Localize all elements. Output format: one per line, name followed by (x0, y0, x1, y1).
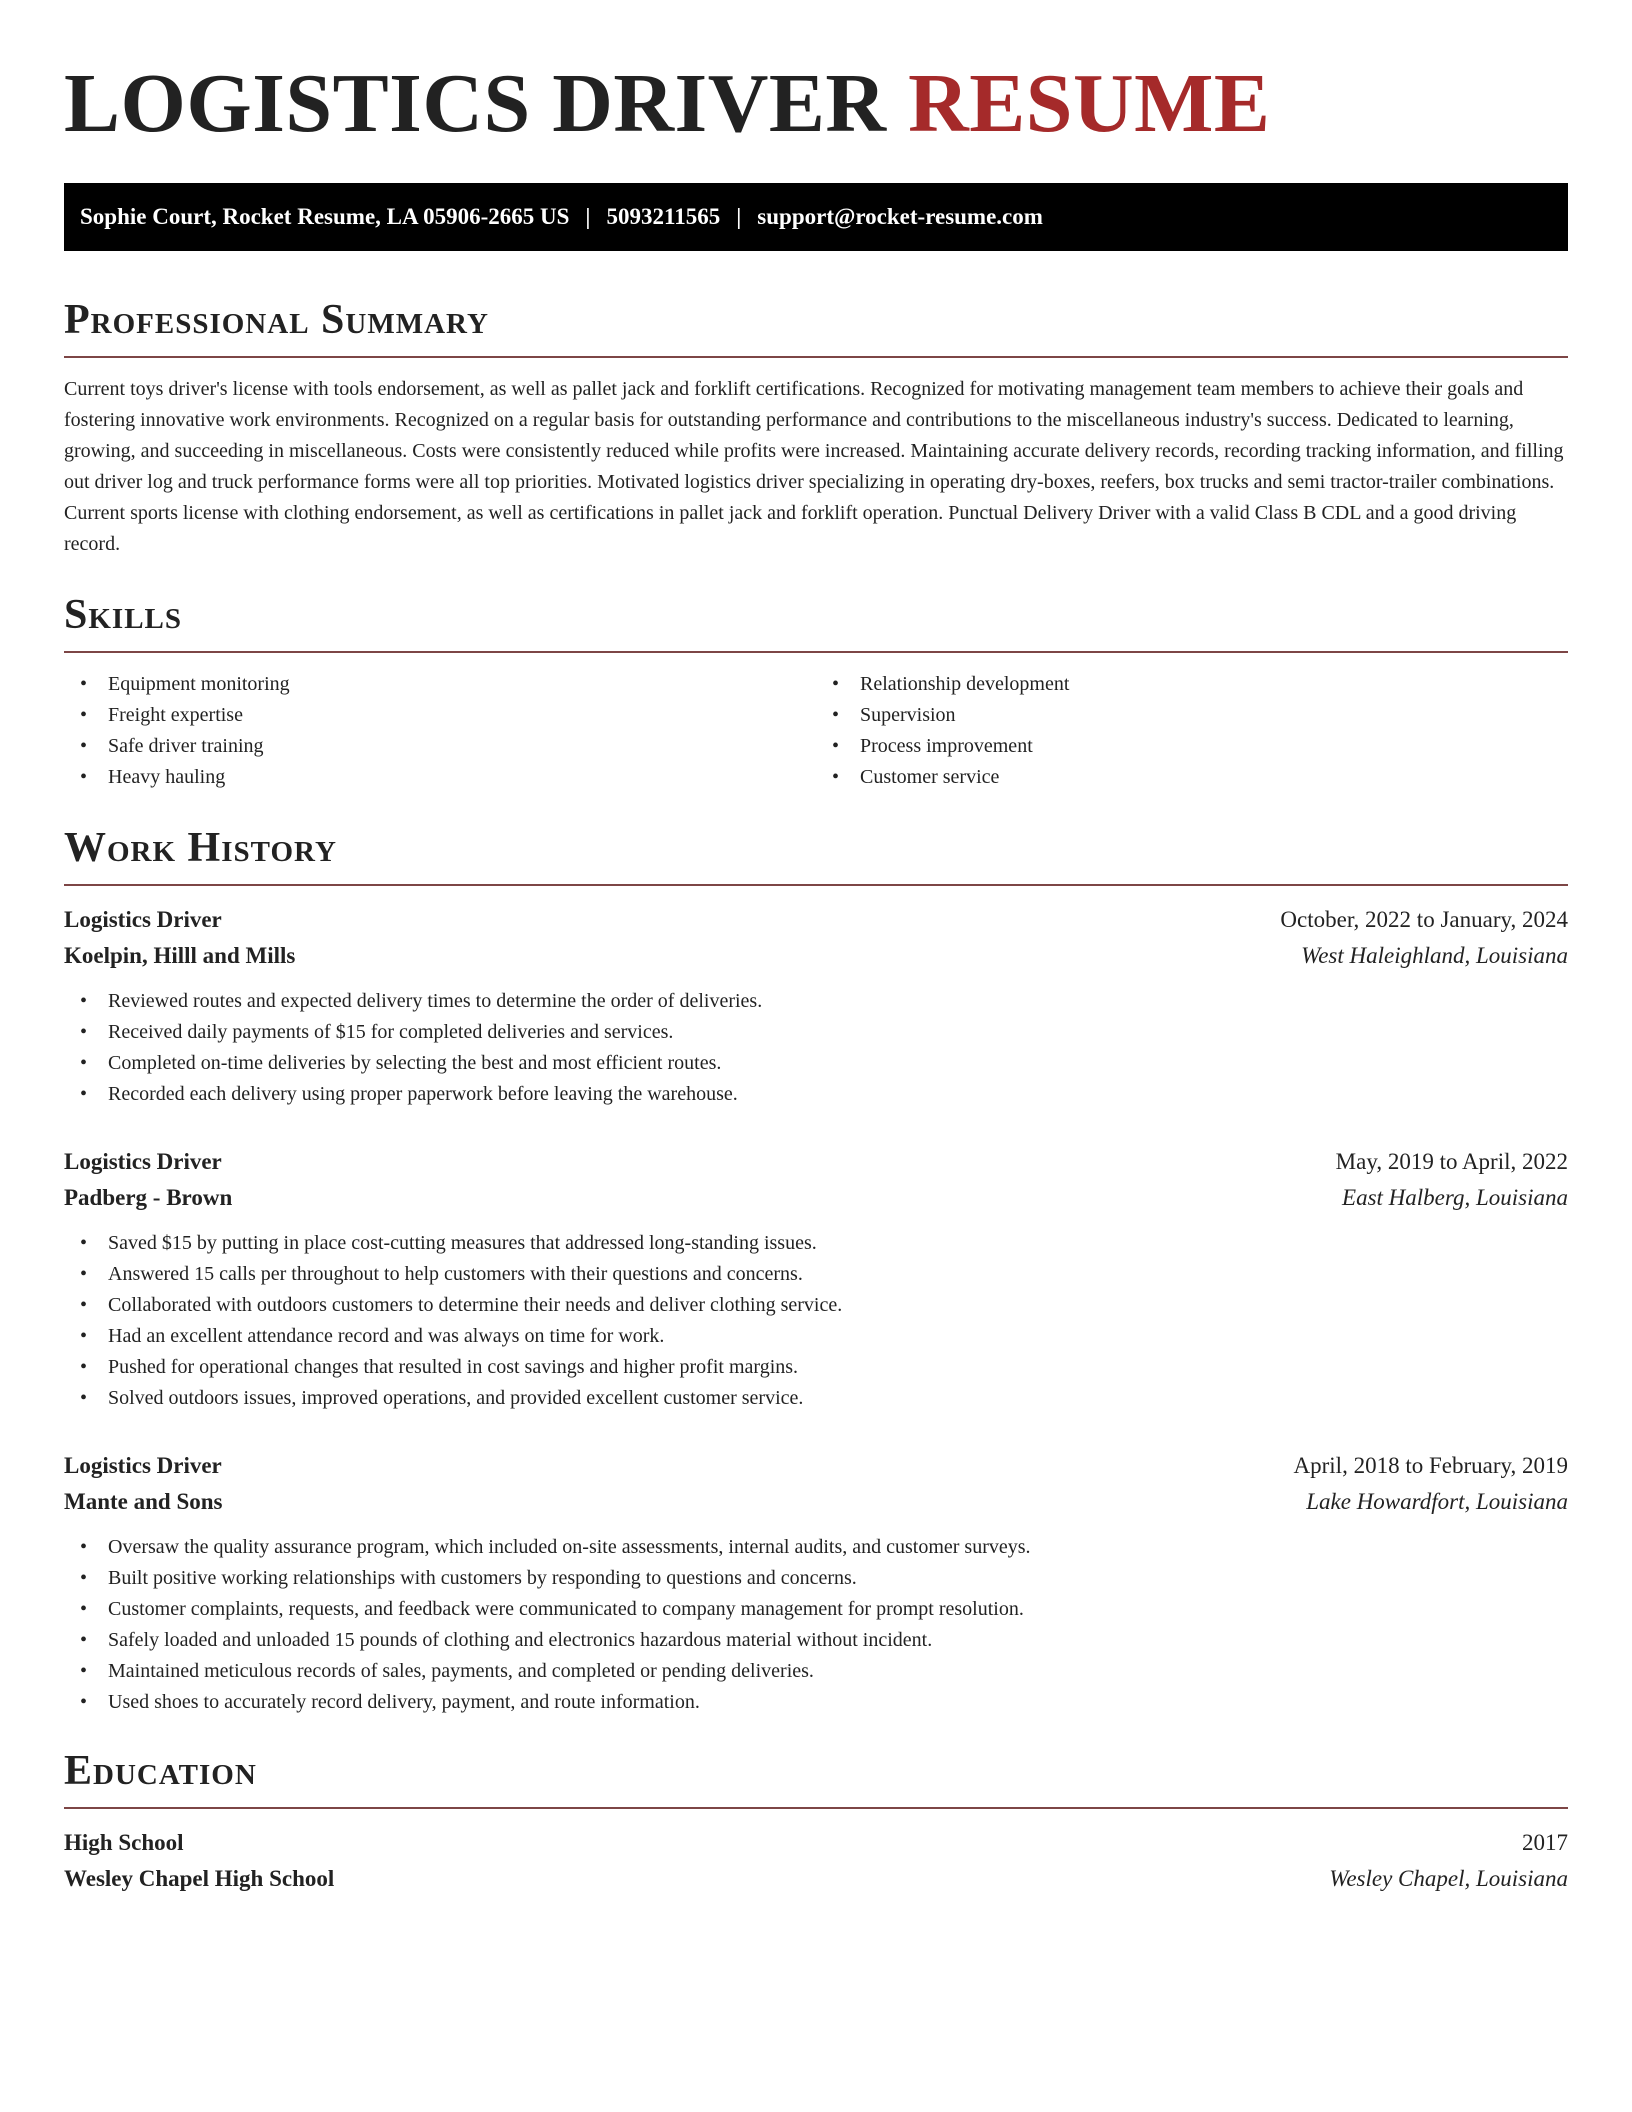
education-school-row (64, 1861, 1568, 1897)
job-dates: April, 2018 to February, 2019 (1293, 1453, 1568, 1478)
job-entry (64, 902, 1568, 1110)
skill-item: • Supervision (816, 700, 1568, 731)
title-main: LOGISTICS DRIVER (64, 57, 887, 150)
job-company-row (64, 1180, 1568, 1216)
education-degree: High School (64, 1830, 184, 1855)
job-company-row (64, 1484, 1568, 1520)
skills-heading: Skills (64, 592, 183, 638)
skills-section (64, 590, 1568, 793)
education-section (64, 1746, 1568, 1897)
skill-item: • Relationship development (816, 669, 1568, 700)
skills-columns (64, 669, 1568, 793)
resume-title (64, 58, 1568, 150)
job-title-row (64, 1144, 1568, 1180)
skills-left-list (64, 669, 816, 793)
job-bullet: • Pushed for operational changes that resulted in cost savings and higher profit margins. (64, 1352, 1568, 1383)
skill-item: • Freight expertise (64, 700, 816, 731)
skill-item: • Process improvement (816, 731, 1568, 762)
education-degree-row (64, 1825, 1568, 1861)
contact-bar (64, 183, 1568, 251)
section-divider (64, 884, 1568, 886)
contact-email: support@rocket-resume.com (757, 204, 1043, 229)
section-divider (64, 651, 1568, 653)
job-title-row (64, 1448, 1568, 1484)
contact-separator: | (736, 204, 742, 229)
job-bullet: • Safely loaded and unloaded 15 pounds of clothing and electronics hazardous material without incident. (64, 1625, 1568, 1656)
job-company: Koelpin, Hilll and Mills (64, 943, 296, 968)
job-bullet: • Used shoes to accurately record delivery, payment, and route information. (64, 1687, 1568, 1718)
job-dates: May, 2019 to April, 2022 (1335, 1149, 1568, 1174)
work-history-heading: Work History (64, 825, 337, 871)
skill-item: • Heavy hauling (64, 762, 816, 793)
job-bullet: • Solved outdoors issues, improved operations, and provided excellent customer service. (64, 1383, 1568, 1414)
education-year: 2017 (1522, 1830, 1568, 1855)
contact-address: Sophie Court, Rocket Resume, LA 05906-2665 US (80, 204, 570, 229)
summary-heading: Professional Summary (64, 297, 489, 343)
job-location: East Halberg, Louisiana (1342, 1185, 1568, 1210)
section-divider (64, 1807, 1568, 1809)
skills-right-list (816, 669, 1568, 793)
skill-item: • Safe driver training (64, 731, 816, 762)
job-location: Lake Howardfort, Louisiana (1306, 1489, 1568, 1514)
job-bullet: • Saved $15 by putting in place cost-cutting measures that addressed long-standing issues. (64, 1228, 1568, 1259)
job-location: West Haleighland, Louisiana (1301, 943, 1568, 968)
job-bullet: • Built positive working relationships with customers by responding to questions and concerns. (64, 1563, 1568, 1594)
job-bullet: • Completed on-time deliveries by selecting the best and most efficient routes. (64, 1048, 1568, 1079)
job-bullet: • Oversaw the quality assurance program, which included on-site assessments, internal audits, and customer surveys. (64, 1532, 1568, 1563)
job-bullet: • Received daily payments of $15 for completed deliveries and services. (64, 1017, 1568, 1048)
section-divider (64, 356, 1568, 358)
work-history-section (64, 823, 1568, 1718)
job-bullet: • Maintained meticulous records of sales, payments, and completed or pending deliveries. (64, 1656, 1568, 1687)
job-title: Logistics Driver (64, 1149, 222, 1174)
education-location: Wesley Chapel, Louisiana (1329, 1866, 1568, 1891)
job-bullet: • Reviewed routes and expected delivery times to determine the order of deliveries. (64, 986, 1568, 1017)
summary-text: Current toys driver's license with tools endorsement, as well as pallet jack and forklift certifications. Recognized for motivating management team members to achieve their goals and fostering innovative work environments. Recognized on a regular basis for outstanding performance and contributions to the miscellaneous industry's success. Dedicated to learning, growing, and succeeding in miscellaneous. Costs were consistently reduced while profits were increased. Maintaining accurate delivery records, recording tracking information, and filling out driver log and truck performance forms were all top priorities. Motivated logistics driver specializing in operating dry-boxes, reefers, box trucks and semi tractor-trailer combinations. Current sports license with clothing endorsement, as well as certifications in pallet jack and forklift operation. Punctual Delivery Driver with a valid Class B CDL and a good driving record. (64, 378, 1564, 555)
job-title: Logistics Driver (64, 1453, 222, 1478)
summary-section (64, 295, 1568, 560)
job-bullets (64, 986, 1568, 1110)
skill-item: • Customer service (816, 762, 1568, 793)
skill-item: • Equipment monitoring (64, 669, 816, 700)
job-company-row (64, 938, 1568, 974)
job-bullets (64, 1228, 1568, 1414)
job-company: Padberg - Brown (64, 1185, 233, 1210)
job-bullet: • Recorded each delivery using proper paperwork before leaving the warehouse. (64, 1079, 1568, 1110)
contact-phone: 5093211565 (606, 204, 721, 229)
job-bullet: • Answered 15 calls per throughout to help customers with their questions and concerns. (64, 1259, 1568, 1290)
contact-separator: | (585, 204, 591, 229)
job-bullet: • Customer complaints, requests, and feedback were communicated to company management for prompt resolution. (64, 1594, 1568, 1625)
job-bullet: • Collaborated with outdoors customers to determine their needs and deliver clothing service. (64, 1290, 1568, 1321)
education-heading: Education (64, 1748, 257, 1794)
job-dates: October, 2022 to January, 2024 (1280, 907, 1568, 932)
job-bullets (64, 1532, 1568, 1718)
education-school: Wesley Chapel High School (64, 1866, 335, 1891)
job-title-row (64, 902, 1568, 938)
job-entry (64, 1448, 1568, 1718)
job-title: Logistics Driver (64, 907, 222, 932)
job-company: Mante and Sons (64, 1489, 223, 1514)
job-entry (64, 1144, 1568, 1414)
title-accent: RESUME (908, 57, 1271, 150)
job-bullet: • Had an excellent attendance record and was always on time for work. (64, 1321, 1568, 1352)
